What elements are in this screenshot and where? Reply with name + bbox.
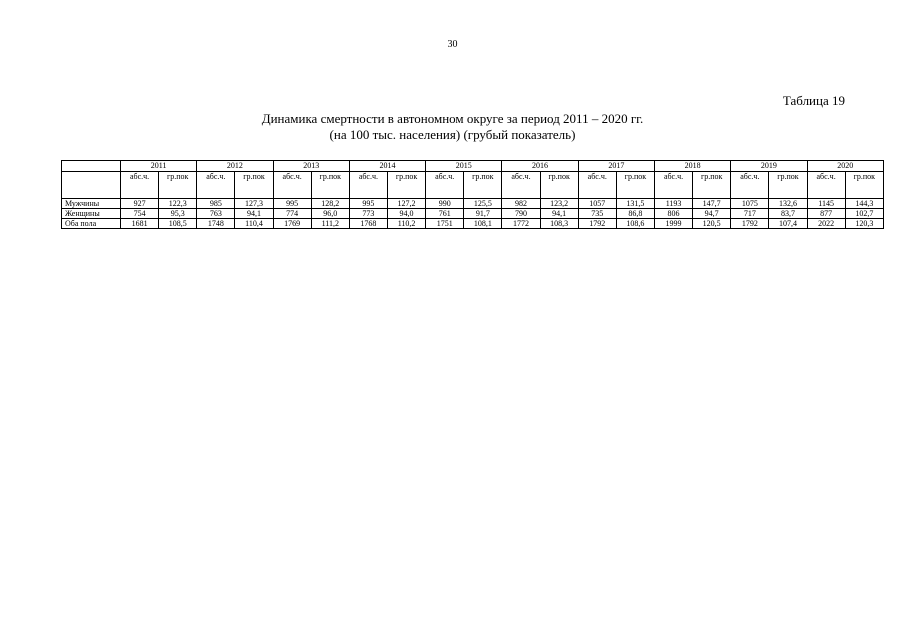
cell-abs: 1145 bbox=[807, 199, 845, 209]
cell-abs: 2022 bbox=[807, 219, 845, 229]
subheader-abs: абс.ч. bbox=[731, 172, 769, 199]
subheader-rate: гр.пок bbox=[311, 172, 349, 199]
subheader-abs: абс.ч. bbox=[807, 172, 845, 199]
header-corner bbox=[62, 161, 121, 172]
cell-rate: 111,2 bbox=[311, 219, 349, 229]
subheader-rate: гр.пок bbox=[235, 172, 273, 199]
subheader-corner bbox=[62, 172, 121, 199]
subheader-rate: гр.пок bbox=[159, 172, 197, 199]
subheader-abs: абс.ч. bbox=[426, 172, 464, 199]
cell-abs: 1057 bbox=[578, 199, 616, 209]
subheader-rate: гр.пок bbox=[540, 172, 578, 199]
cell-rate: 110,4 bbox=[235, 219, 273, 229]
year-header: 2016 bbox=[502, 161, 578, 172]
cell-abs: 982 bbox=[502, 199, 540, 209]
cell-abs: 1748 bbox=[197, 219, 235, 229]
cell-rate: 128,2 bbox=[311, 199, 349, 209]
cell-abs: 985 bbox=[197, 199, 235, 209]
year-header: 2015 bbox=[426, 161, 502, 172]
cell-rate: 96,0 bbox=[311, 209, 349, 219]
cell-rate: 91,7 bbox=[464, 209, 502, 219]
cell-rate: 95,3 bbox=[159, 209, 197, 219]
year-header: 2017 bbox=[578, 161, 654, 172]
subheader-row bbox=[62, 172, 884, 199]
subheader-abs: абс.ч. bbox=[349, 172, 387, 199]
cell-rate: 108,1 bbox=[464, 219, 502, 229]
cell-rate: 122,3 bbox=[159, 199, 197, 209]
mortality-table bbox=[61, 160, 884, 229]
cell-rate: 144,3 bbox=[845, 199, 883, 209]
cell-rate: 127,2 bbox=[387, 199, 425, 209]
cell-rate: 108,3 bbox=[540, 219, 578, 229]
cell-rate: 108,6 bbox=[616, 219, 654, 229]
cell-rate: 110,2 bbox=[387, 219, 425, 229]
cell-rate: 86,8 bbox=[616, 209, 654, 219]
year-header: 2012 bbox=[197, 161, 273, 172]
cell-rate: 125,5 bbox=[464, 199, 502, 209]
title-line-2: (на 100 тыс. населения) (грубый показатель) bbox=[329, 127, 576, 142]
year-header-row bbox=[62, 161, 884, 172]
subheader-abs: абс.ч. bbox=[197, 172, 235, 199]
cell-abs: 1999 bbox=[654, 219, 692, 229]
cell-abs: 1681 bbox=[121, 219, 159, 229]
subheader-rate: гр.пок bbox=[769, 172, 807, 199]
cell-abs: 773 bbox=[349, 209, 387, 219]
subheader-abs: абс.ч. bbox=[273, 172, 311, 199]
cell-abs: 1075 bbox=[731, 199, 769, 209]
table-row bbox=[62, 199, 884, 209]
row-label: Оба пола bbox=[62, 219, 121, 229]
cell-abs: 717 bbox=[731, 209, 769, 219]
cell-rate: 120,5 bbox=[693, 219, 731, 229]
title-line-1: Динамика смертности в автономном округе за период 2011 – 2020 гг. bbox=[261, 111, 644, 126]
subheader-rate: гр.пок bbox=[616, 172, 654, 199]
subheader-abs: абс.ч. bbox=[121, 172, 159, 199]
cell-abs: 995 bbox=[349, 199, 387, 209]
cell-abs: 1792 bbox=[578, 219, 616, 229]
cell-rate: 120,3 bbox=[845, 219, 883, 229]
cell-rate: 123,2 bbox=[540, 199, 578, 209]
cell-rate: 94,1 bbox=[235, 209, 273, 219]
cell-rate: 107,4 bbox=[769, 219, 807, 229]
subheader-rate: гр.пок bbox=[464, 172, 502, 199]
year-header: 2020 bbox=[807, 161, 883, 172]
year-header: 2013 bbox=[273, 161, 349, 172]
cell-abs: 754 bbox=[121, 209, 159, 219]
year-header: 2011 bbox=[121, 161, 197, 172]
year-header: 2018 bbox=[654, 161, 730, 172]
page-number: 30 bbox=[447, 39, 458, 50]
table-title bbox=[0, 111, 905, 143]
cell-abs: 1193 bbox=[654, 199, 692, 209]
cell-rate: 127,3 bbox=[235, 199, 273, 209]
year-header: 2014 bbox=[349, 161, 425, 172]
cell-abs: 995 bbox=[273, 199, 311, 209]
year-header: 2019 bbox=[731, 161, 807, 172]
cell-rate: 94,0 bbox=[387, 209, 425, 219]
cell-abs: 1792 bbox=[731, 219, 769, 229]
cell-abs: 927 bbox=[121, 199, 159, 209]
row-label: Женщины bbox=[62, 209, 121, 219]
cell-abs: 877 bbox=[807, 209, 845, 219]
cell-abs: 761 bbox=[426, 209, 464, 219]
subheader-abs: абс.ч. bbox=[654, 172, 692, 199]
table-row bbox=[62, 219, 884, 229]
subheader-rate: гр.пок bbox=[693, 172, 731, 199]
cell-abs: 735 bbox=[578, 209, 616, 219]
cell-abs: 990 bbox=[426, 199, 464, 209]
cell-rate: 94,1 bbox=[540, 209, 578, 219]
cell-abs: 763 bbox=[197, 209, 235, 219]
cell-abs: 790 bbox=[502, 209, 540, 219]
table-row bbox=[62, 209, 884, 219]
cell-abs: 1751 bbox=[426, 219, 464, 229]
cell-rate: 83,7 bbox=[769, 209, 807, 219]
cell-rate: 108,5 bbox=[159, 219, 197, 229]
cell-abs: 1768 bbox=[349, 219, 387, 229]
cell-abs: 1769 bbox=[273, 219, 311, 229]
row-label: Мужчины bbox=[62, 199, 121, 209]
cell-rate: 131,5 bbox=[616, 199, 654, 209]
cell-abs: 774 bbox=[273, 209, 311, 219]
cell-abs: 1772 bbox=[502, 219, 540, 229]
cell-rate: 102,7 bbox=[845, 209, 883, 219]
cell-rate: 132,6 bbox=[769, 199, 807, 209]
subheader-rate: гр.пок bbox=[845, 172, 883, 199]
cell-abs: 806 bbox=[654, 209, 692, 219]
cell-rate: 94,7 bbox=[693, 209, 731, 219]
table-label: Таблица 19 bbox=[782, 93, 845, 108]
cell-rate: 147,7 bbox=[693, 199, 731, 209]
subheader-abs: абс.ч. bbox=[502, 172, 540, 199]
subheader-rate: гр.пок bbox=[387, 172, 425, 199]
subheader-abs: абс.ч. bbox=[578, 172, 616, 199]
